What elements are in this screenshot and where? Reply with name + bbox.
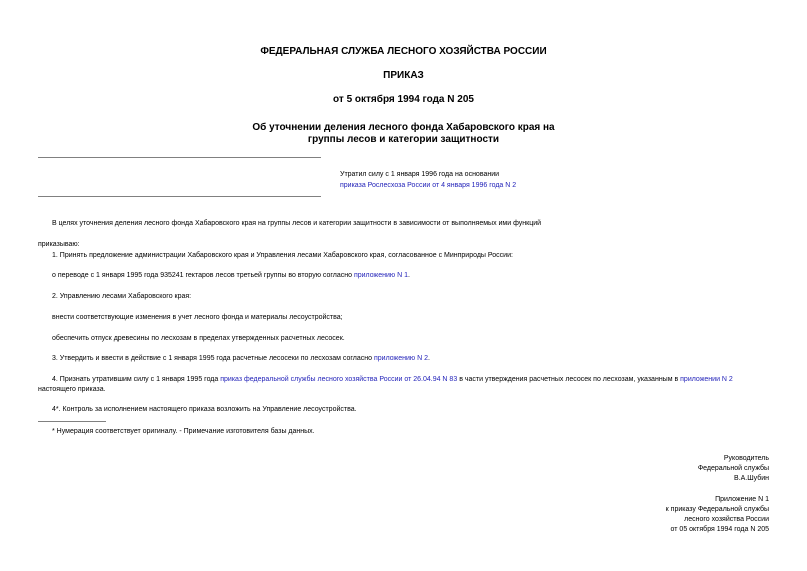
period: . — [427, 355, 430, 362]
paragraph-2b: обеспечить отпуск древесины по лесхозам в пределах утвержденных расчетных лесосек. — [52, 335, 345, 342]
paragraph-2: 2. Управлению лесами Хабаровского края: — [52, 293, 192, 300]
appendix-2-link-2[interactable]: приложении N 2 — [680, 376, 733, 383]
order-83-link[interactable]: приказ федеральной службы лесного хозяйства России от 26.04.94 N 83 — [220, 376, 458, 383]
signature-title: Руководитель — [723, 455, 769, 462]
doc-title-line1: Об уточнении деления лесного фонда Хабаровского края на — [252, 122, 555, 133]
period: . — [407, 272, 410, 279]
divider-bottom — [38, 196, 321, 197]
footnote-divider — [38, 421, 106, 422]
doc-date: от 5 октября 1994 года N 205 — [333, 94, 474, 105]
appendix-ref-line2: лесного хозяйства России — [684, 516, 769, 523]
status-link[interactable]: приказа Рослесхоза России от 4 января 1996 года N 2 — [340, 182, 517, 189]
paragraph-3-text: 3. Утвердить и ввести в действие с 1 января 1995 года расчетные лесосеки по лесхозам согласно — [52, 355, 373, 362]
paragraph-4-text-b: в части утверждения расчетных лесосек по лесхозам, указанным в — [459, 376, 679, 383]
status-text: Утратил силу с 1 января 1996 года на основании — [340, 171, 500, 178]
paragraph-2a: внести соответствующие изменения в учет лесного фонда и материалы лесоустройства; — [52, 314, 343, 321]
appendix-ref-line1: к приказу Федеральной службы — [665, 506, 769, 513]
doc-title-line2: группы лесов и категории защитности — [307, 134, 500, 145]
paragraph-3 — [52, 354, 430, 363]
paragraph-5: 4*. Контроль за исполнением настоящего приказа возложить на Управление лесоустройства. — [52, 406, 357, 413]
intro-paragraph: В целях уточнения деления лесного фонда Хабаровского края на группы лесов и категории защитности в зависимости от выполняемых ими функций — [52, 220, 542, 227]
paragraph-1: 1. Принять предложение администрации Хабаровского края и Управления лесами Хабаровского края, согласованное с Минприроды России: — [52, 252, 513, 259]
paragraph-1a — [52, 271, 410, 280]
footnote: * Нумерация соответствует оригиналу. - Примечание изготовителя базы данных. — [52, 428, 315, 435]
doc-type: ПРИКАЗ — [383, 70, 424, 81]
orders-label: приказываю: — [38, 241, 80, 248]
appendix-1-link[interactable]: приложению N 1 — [353, 272, 408, 279]
agency-name: ФЕДЕРАЛЬНАЯ СЛУЖБА ЛЕСНОГО ХОЗЯЙСТВА РОССИИ — [260, 46, 547, 57]
divider-top — [38, 157, 321, 158]
paragraph-4-text-a: 4. Признать утратившим силу с 1 января 1995 года — [52, 376, 219, 383]
paragraph-1a-text: о переводе с 1 января 1995 года 935241 гектаров лесов третьей группы во вторую согласно — [52, 272, 352, 279]
appendix-2-link[interactable]: приложению N 2 — [373, 355, 428, 362]
appendix-ref-line3: от 05 октября 1994 года N 205 — [670, 526, 769, 533]
paragraph-4 — [52, 375, 733, 384]
appendix-title: Приложение N 1 — [715, 496, 769, 503]
paragraph-4-cont: настоящего приказа. — [38, 386, 106, 393]
signature-name: В.А.Шубин — [733, 475, 769, 482]
signature-org: Федеральной службы — [697, 465, 769, 472]
